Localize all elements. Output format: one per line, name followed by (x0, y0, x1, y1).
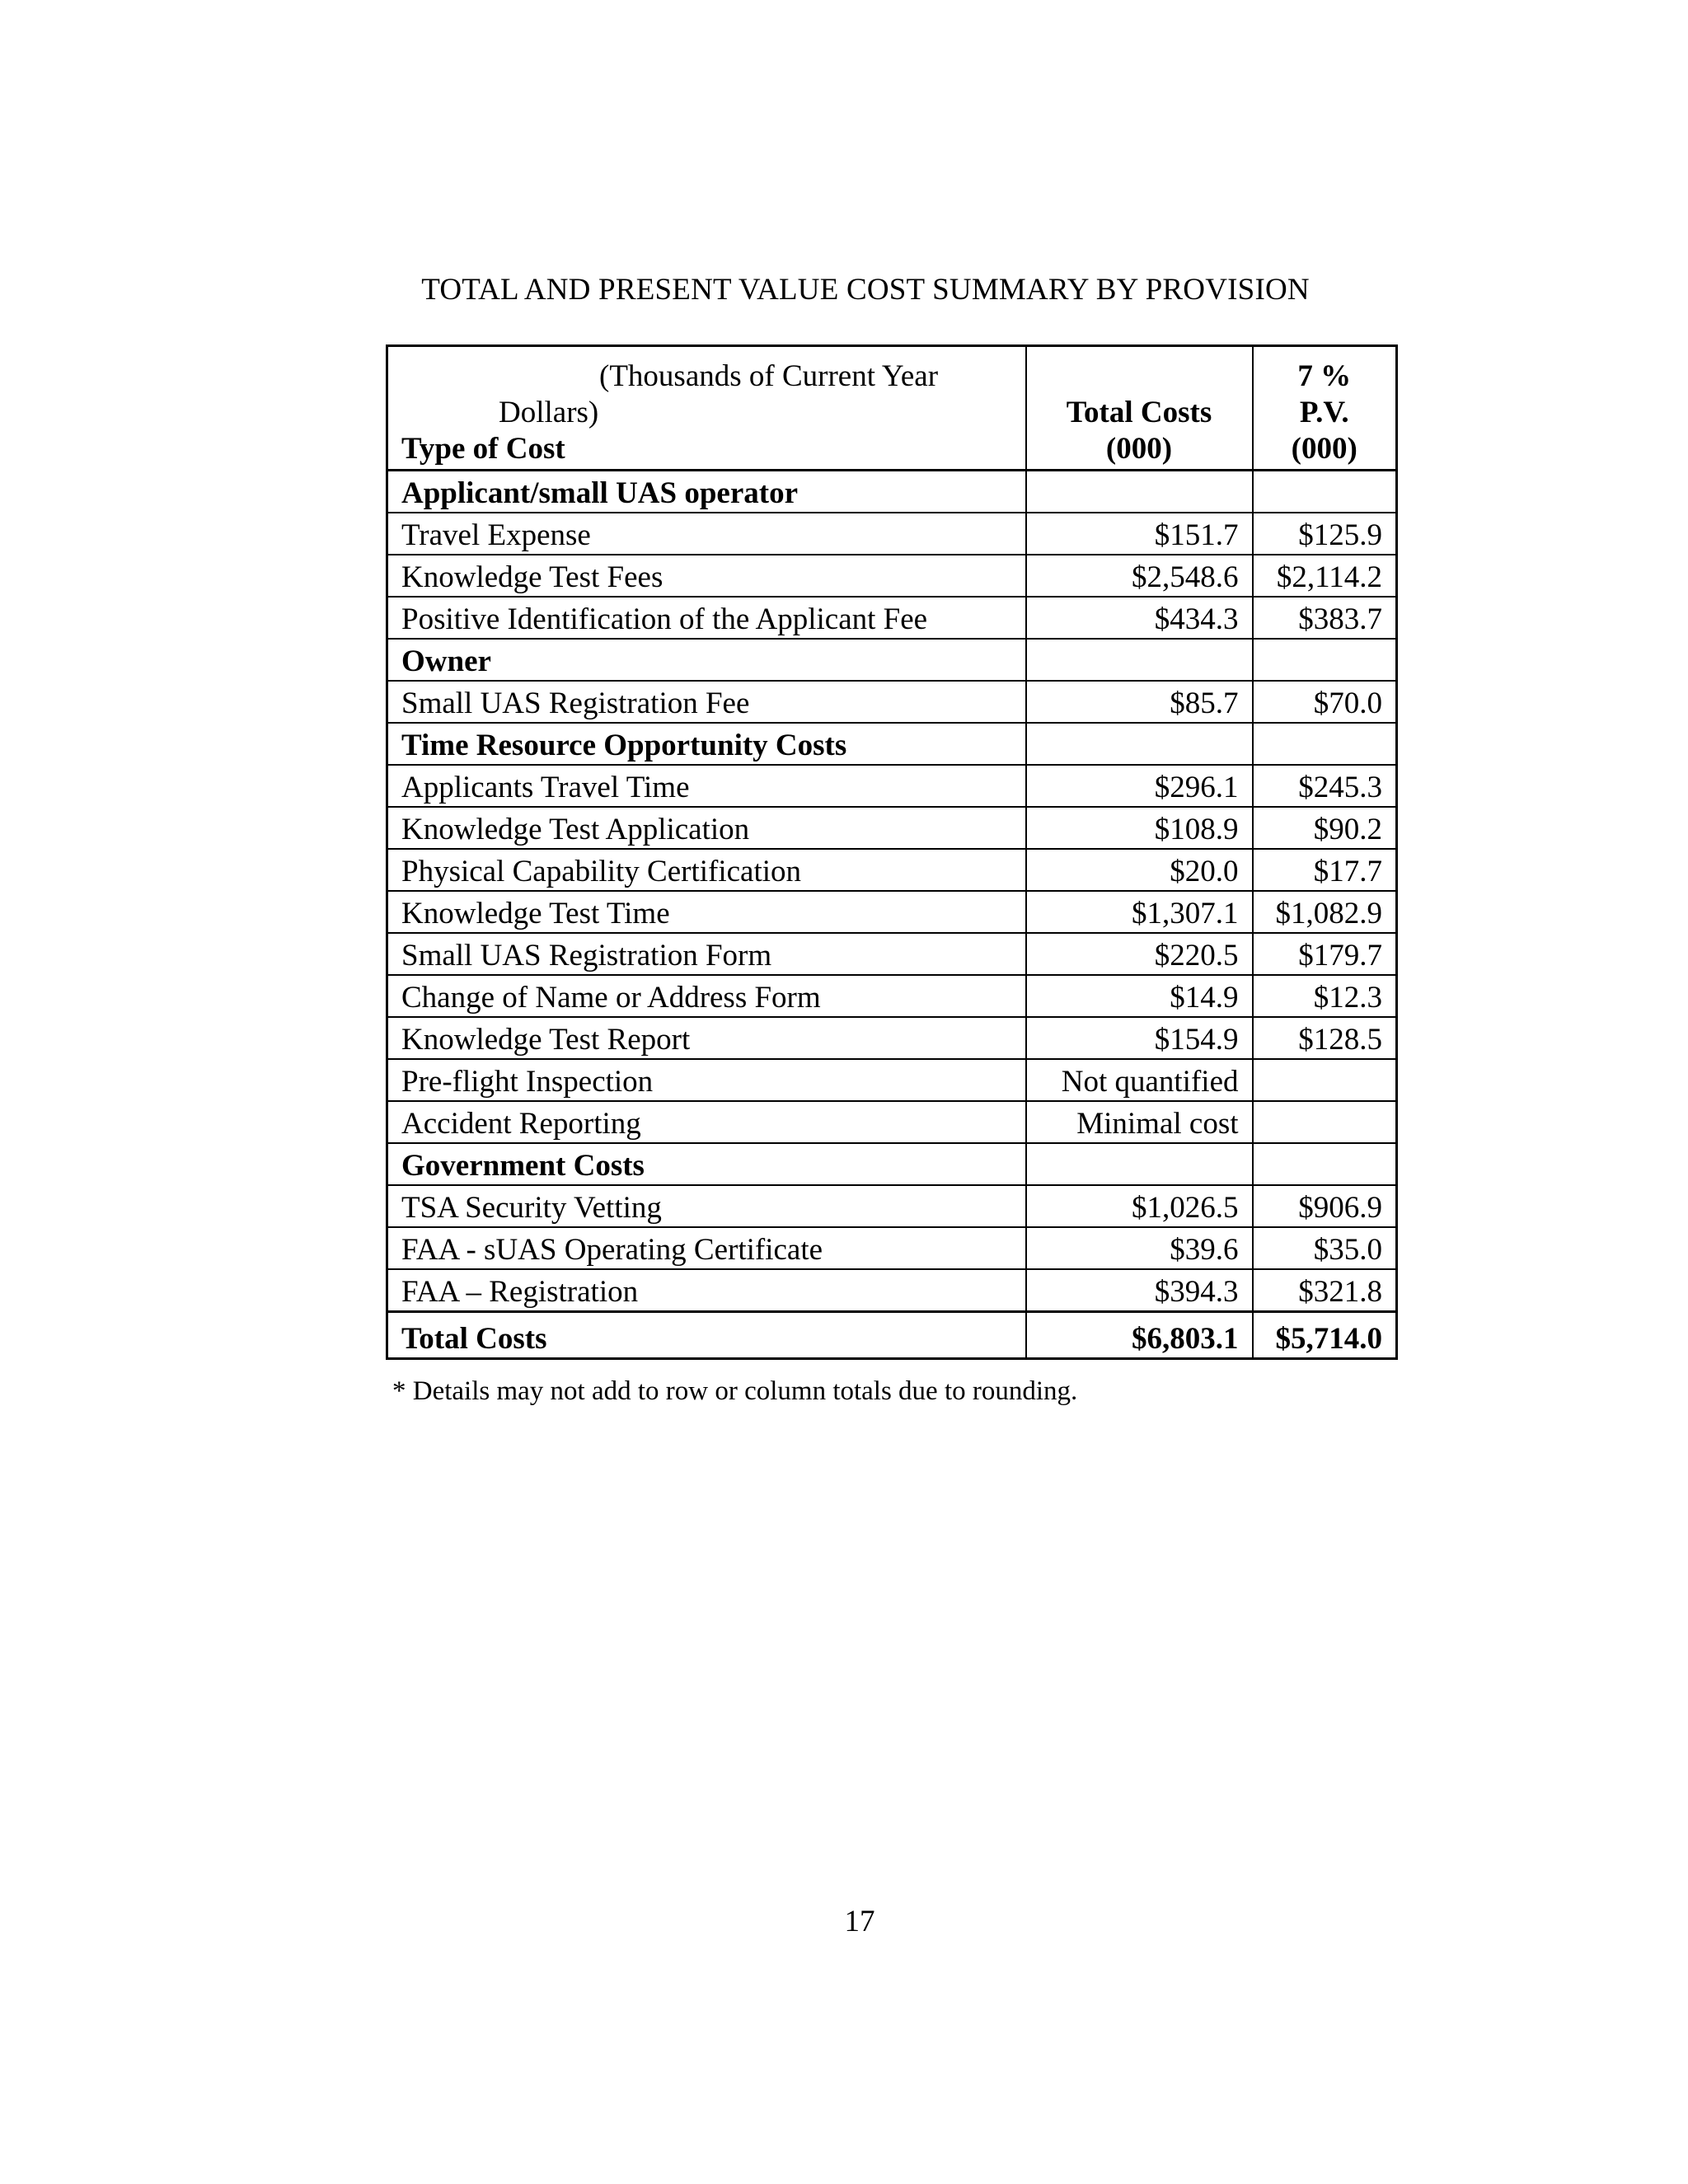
present-value-cell (1253, 1101, 1397, 1143)
total-costs-value: $6,803.1 (1026, 1312, 1253, 1359)
table-row (387, 849, 1397, 891)
table-row (387, 1227, 1397, 1269)
total-cost-cell: $296.1 (1026, 765, 1253, 807)
table-row (387, 1101, 1397, 1143)
cost-type-label: Physical Capability Certification (387, 849, 1026, 891)
table-row (387, 807, 1397, 849)
total-cost-cell: $2,548.6 (1026, 555, 1253, 597)
table-row (387, 933, 1397, 975)
table-header-row (387, 346, 1397, 471)
cost-type-label: Travel Expense (387, 513, 1026, 555)
present-value-cell: $12.3 (1253, 975, 1397, 1017)
total-cost-cell: $434.3 (1026, 597, 1253, 639)
total-cost-cell: $151.7 (1026, 513, 1253, 555)
total-costs-row (387, 1312, 1397, 1359)
present-value-cell: $35.0 (1253, 1227, 1397, 1269)
total-costs-header-line1: Total Costs (1066, 396, 1212, 429)
cost-type-label: Knowledge Test Time (387, 891, 1026, 933)
units-note-line2: Dollars) (499, 396, 599, 429)
present-value-cell: $383.7 (1253, 597, 1397, 639)
cost-type-label: TSA Security Vetting (387, 1185, 1026, 1227)
table-row (387, 597, 1397, 639)
total-cost-cell: $154.9 (1026, 1017, 1253, 1059)
total-cost-cell: Minimal cost (1026, 1101, 1253, 1143)
section-label: Applicant/small UAS operator (387, 471, 1026, 513)
present-value-cell: $128.5 (1253, 1017, 1397, 1059)
total-pv-value: $5,714.0 (1253, 1312, 1397, 1359)
type-of-cost-header (387, 346, 1026, 471)
cost-summary-table (386, 344, 1398, 1360)
present-value-header-line1: 7 % (1297, 359, 1352, 393)
total-costs-header (1026, 346, 1253, 471)
total-cost-cell: $14.9 (1026, 975, 1253, 1017)
table-row (387, 513, 1397, 555)
table-body (387, 471, 1397, 1312)
cost-type-label: Knowledge Test Report (387, 1017, 1026, 1059)
total-cost-cell: $220.5 (1026, 933, 1253, 975)
total-cost-cell (1026, 723, 1253, 765)
present-value-cell: $321.8 (1253, 1269, 1397, 1312)
present-value-cell: $125.9 (1253, 513, 1397, 555)
present-value-cell: $1,082.9 (1253, 891, 1397, 933)
section-label: Government Costs (387, 1143, 1026, 1185)
total-cost-cell (1026, 1143, 1253, 1185)
present-value-cell (1253, 639, 1397, 681)
present-value-cell (1253, 1059, 1397, 1101)
cost-type-label: Change of Name or Address Form (387, 975, 1026, 1017)
total-cost-cell: $394.3 (1026, 1269, 1253, 1312)
present-value-cell (1253, 471, 1397, 513)
cost-type-label: Knowledge Test Fees (387, 555, 1026, 597)
present-value-cell: $245.3 (1253, 765, 1397, 807)
total-cost-cell: Not quantified (1026, 1059, 1253, 1101)
table-title: TOTAL AND PRESENT VALUE COST SUMMARY BY PROVISION (421, 273, 1310, 307)
present-value-cell: $906.9 (1253, 1185, 1397, 1227)
present-value-header-line2: P.V. (1299, 396, 1349, 429)
cost-type-label: Knowledge Test Application (387, 807, 1026, 849)
total-costs-header-line2: (000) (1105, 432, 1173, 466)
section-row (387, 723, 1397, 765)
section-row (387, 639, 1397, 681)
table-row (387, 1059, 1397, 1101)
table-row (387, 765, 1397, 807)
total-cost-cell: $108.9 (1026, 807, 1253, 849)
table-row (387, 891, 1397, 933)
type-of-cost-label: Type of Cost (401, 432, 565, 466)
table-row (387, 555, 1397, 597)
present-value-cell: $2,114.2 (1253, 555, 1397, 597)
page-number: 17 (844, 1905, 875, 1938)
cost-type-label: Applicants Travel Time (387, 765, 1026, 807)
total-cost-cell: $1,307.1 (1026, 891, 1253, 933)
cost-type-label: Small UAS Registration Form (387, 933, 1026, 975)
section-label: Owner (387, 639, 1026, 681)
total-cost-cell: $20.0 (1026, 849, 1253, 891)
total-costs-label: Total Costs (387, 1312, 1026, 1359)
cost-type-label: Pre-flight Inspection (387, 1059, 1026, 1101)
table-row (387, 1017, 1397, 1059)
cost-type-label: FAA – Registration (387, 1269, 1026, 1312)
units-note-line1: (Thousands of Current Year (599, 359, 939, 393)
footnote: * Details may not add to row or column totals due to rounding. (392, 1376, 1078, 1406)
total-cost-cell (1026, 639, 1253, 681)
table-row (387, 1269, 1397, 1312)
present-value-header-line3: (000) (1291, 432, 1357, 466)
table-row (387, 1185, 1397, 1227)
present-value-cell: $70.0 (1253, 681, 1397, 723)
total-cost-cell (1026, 471, 1253, 513)
present-value-cell (1253, 1143, 1397, 1185)
present-value-cell: $90.2 (1253, 807, 1397, 849)
cost-type-label: Small UAS Registration Fee (387, 681, 1026, 723)
cost-type-label: Accident Reporting (387, 1101, 1026, 1143)
cost-type-label: Positive Identification of the Applicant Fee (387, 597, 1026, 639)
present-value-cell: $179.7 (1253, 933, 1397, 975)
present-value-cell (1253, 723, 1397, 765)
section-row (387, 471, 1397, 513)
cost-type-label: FAA - sUAS Operating Certificate (387, 1227, 1026, 1269)
total-cost-cell: $85.7 (1026, 681, 1253, 723)
present-value-header (1253, 346, 1397, 471)
table-row (387, 975, 1397, 1017)
table-row (387, 681, 1397, 723)
section-row (387, 1143, 1397, 1185)
present-value-cell: $17.7 (1253, 849, 1397, 891)
section-label: Time Resource Opportunity Costs (387, 723, 1026, 765)
total-cost-cell: $39.6 (1026, 1227, 1253, 1269)
total-cost-cell: $1,026.5 (1026, 1185, 1253, 1227)
